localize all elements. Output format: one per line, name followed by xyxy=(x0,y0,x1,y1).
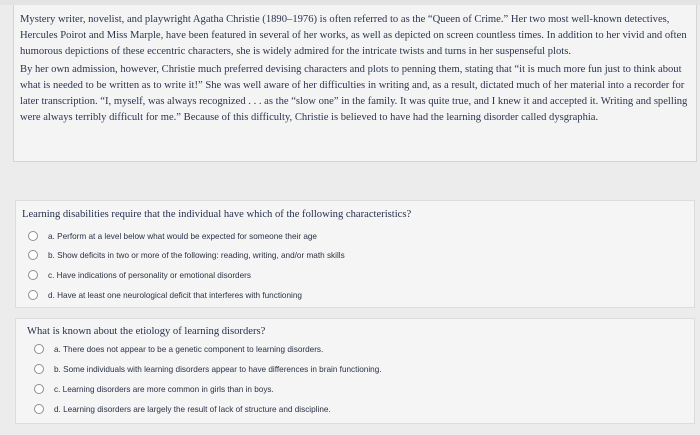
passage-paragraph-1: Mystery writer, novelist, and playwright Agatha Christie (1890–1976) is often referred to as the “Queen of Crime.” Her two most well-known detectives, Hercules Poirot and Miss Marple, have been featured in several of her works, as well as depicted on screen countless times. In addition to her vivid and often humorous depictions of these eccentric characters, she is widely admired for the intricate twists and turns in her suspenseful plots. xyxy=(20,14,687,57)
radio-button[interactable] xyxy=(28,290,38,300)
question-2 xyxy=(15,318,695,424)
option-label: c. Learning disorders are more common in girls than in boys. xyxy=(54,384,274,394)
question-2-option-d[interactable] xyxy=(34,401,331,417)
radio-button[interactable] xyxy=(34,404,44,414)
question-1-stem: Learning disabilities require that the individual have which of the following characteristics? xyxy=(22,209,412,220)
question-1 xyxy=(15,200,695,308)
option-label: d. Have at least one neurological deficit that interferes with functioning xyxy=(48,290,302,300)
option-label: a. Perform at a level below what would be expected for someone their age xyxy=(48,231,317,241)
radio-button[interactable] xyxy=(28,250,38,260)
radio-button[interactable] xyxy=(34,384,44,394)
question-1-option-d[interactable] xyxy=(28,287,302,303)
question-1-option-a[interactable] xyxy=(28,228,317,244)
option-label: d. Learning disorders are largely the result of lack of structure and discipline. xyxy=(54,404,331,414)
option-label: a. There does not appear to be a genetic component to learning disorders. xyxy=(54,344,324,354)
option-label: c. Have indications of personality or emotional disorders xyxy=(48,270,251,280)
radio-button[interactable] xyxy=(34,344,44,354)
option-label: b. Some individuals with learning disorders appear to have differences in brain functioning. xyxy=(54,364,382,374)
question-1-option-b[interactable] xyxy=(28,247,345,263)
question-2-option-b[interactable] xyxy=(34,361,382,377)
question-2-stem: What is known about the etiology of learning disorders? xyxy=(27,326,266,337)
option-label: b. Show deficits in two or more of the following: reading, writing, and/or math skills xyxy=(48,250,345,260)
question-2-option-c[interactable] xyxy=(34,381,274,397)
reading-passage xyxy=(13,5,697,162)
radio-button[interactable] xyxy=(34,364,44,374)
question-2-option-a[interactable] xyxy=(34,341,323,357)
radio-button[interactable] xyxy=(28,270,38,280)
passage-paragraph-2: By her own admission, however, Christie much preferred devising characters and plots to penning them, stating that “it is much more fun just to think about what is needed to be written as to write it!” She was well aware of her difficulties in writing and, as a result, dictated much of her material into a recorder for later transcription. “I, myself, was always recognized . . . as the “slow one” in the family. It was quite true, and I knew it and accepted it. Writing and spelling were always terribly difficult for me.” Because of this difficulty, Christie is believed to have had the learning disorder called dysgraphia. xyxy=(20,64,688,123)
question-1-option-c[interactable] xyxy=(28,267,251,283)
radio-button[interactable] xyxy=(28,231,38,241)
